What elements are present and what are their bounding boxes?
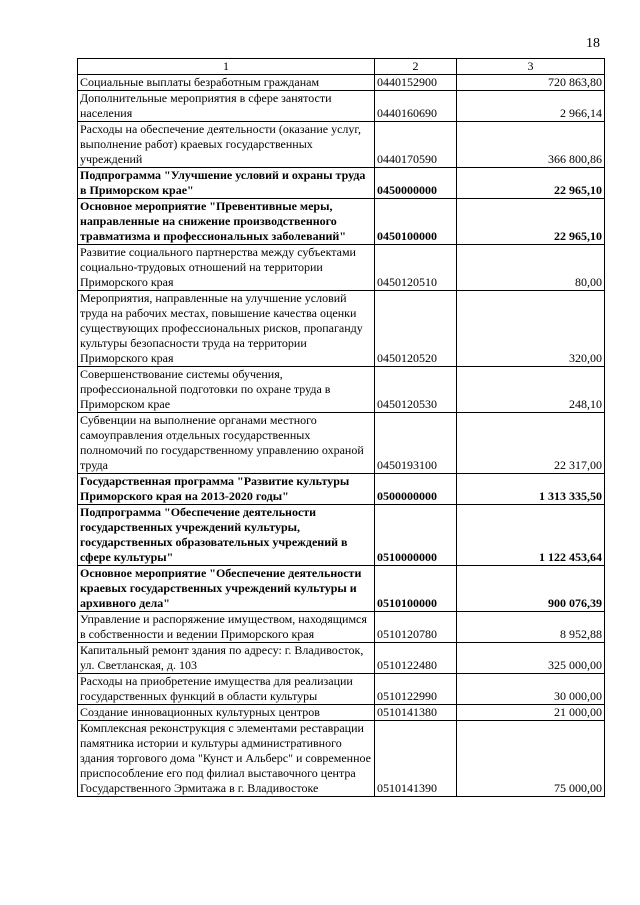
row-amount: 1 313 335,50 (457, 474, 605, 505)
row-name: Мероприятия, направленные на улучшение условий труда на рабочих местах, повышение качества оценки существующих профессиональных рисков, пропаганду культуры безопасности труда на территории Приморского края (78, 291, 375, 367)
row-amount: 720 863,80 (457, 75, 605, 91)
table-row (78, 245, 605, 291)
row-amount: 22 965,10 (457, 199, 605, 245)
row-name: Развитие социального партнерства между субъектами социально-трудовых отношений на территории Приморского края (78, 245, 375, 291)
row-amount: 900 076,39 (457, 566, 605, 612)
row-amount: 30 000,00 (457, 674, 605, 705)
row-name: Основное мероприятие "Превентивные меры, направленные на снижение производственного травматизма и профессиональных заболеваний" (78, 199, 375, 245)
row-code: 0510000000 (375, 505, 457, 566)
row-code: 0450120510 (375, 245, 457, 291)
table-row (78, 643, 605, 674)
row-code: 0510141380 (375, 705, 457, 721)
row-code: 0450120520 (375, 291, 457, 367)
table-row (78, 413, 605, 474)
row-name: Расходы на приобретение имущества для реализации государственных функций в области культуры (78, 674, 375, 705)
row-name: Создание инновационных культурных центров (78, 705, 375, 721)
table-row (78, 367, 605, 413)
row-code: 0510122480 (375, 643, 457, 674)
row-name: Субвенции на выполнение органами местного самоуправления отдельных государственных полномочий по государственному управлению охраной труда (78, 413, 375, 474)
row-code: 0510120780 (375, 612, 457, 643)
row-amount: 22 317,00 (457, 413, 605, 474)
row-amount: 320,00 (457, 291, 605, 367)
table-row (78, 721, 605, 797)
table-row (78, 674, 605, 705)
row-code: 0440170590 (375, 122, 457, 168)
row-name: Управление и распоряжение имуществом, находящимся в собственности и ведении Приморского края (78, 612, 375, 643)
row-name: Государственная программа "Развитие культуры Приморского края на 2013-2020 годы" (78, 474, 375, 505)
table-row (78, 199, 605, 245)
row-code: 0440152900 (375, 75, 457, 91)
row-amount: 21 000,00 (457, 705, 605, 721)
row-amount: 366 800,86 (457, 122, 605, 168)
table-row (78, 505, 605, 566)
row-code: 0500000000 (375, 474, 457, 505)
column-header-1: 1 (78, 59, 375, 75)
row-name: Расходы на обеспечение деятельности (оказание услуг, выполнение работ) краевых государственных учреждений (78, 122, 375, 168)
row-amount: 8 952,88 (457, 612, 605, 643)
column-header-2: 2 (375, 59, 457, 75)
table-row (78, 474, 605, 505)
table-row (78, 705, 605, 721)
budget-table (77, 58, 605, 797)
table-row (78, 168, 605, 199)
row-name: Дополнительные мероприятия в сфере занятости населения (78, 91, 375, 122)
row-amount: 80,00 (457, 245, 605, 291)
table-row (78, 291, 605, 367)
row-code: 0450000000 (375, 168, 457, 199)
row-name: Подпрограмма "Улучшение условий и охраны труда в Приморском крае" (78, 168, 375, 199)
row-amount: 22 965,10 (457, 168, 605, 199)
row-amount: 325 000,00 (457, 643, 605, 674)
row-name: Основное мероприятие "Обеспечение деятельности краевых государственных учреждений культуры и архивного дела" (78, 566, 375, 612)
row-code: 0510141390 (375, 721, 457, 797)
row-code: 0450120530 (375, 367, 457, 413)
table-row (78, 91, 605, 122)
row-name: Капитальный ремонт здания по адресу: г. Владивосток, ул. Светланская, д. 103 (78, 643, 375, 674)
table-row (78, 122, 605, 168)
row-code: 0450193100 (375, 413, 457, 474)
row-amount: 1 122 453,64 (457, 505, 605, 566)
row-code: 0510100000 (375, 566, 457, 612)
table-row (78, 566, 605, 612)
row-name: Социальные выплаты безработным гражданам (78, 75, 375, 91)
row-amount: 248,10 (457, 367, 605, 413)
row-name: Подпрограмма "Обеспечение деятельности государственных учреждений культуры, государственных образовательных учреждений в сфере культуры" (78, 505, 375, 566)
table-row (78, 612, 605, 643)
table-header-row (78, 59, 605, 75)
column-header-3: 3 (457, 59, 605, 75)
row-amount: 75 000,00 (457, 721, 605, 797)
row-name: Совершенствование системы обучения, профессиональной подготовки по охране труда в Приморском крае (78, 367, 375, 413)
page-number: 18 (586, 36, 600, 51)
row-amount: 2 966,14 (457, 91, 605, 122)
row-code: 0510122990 (375, 674, 457, 705)
row-code: 0450100000 (375, 199, 457, 245)
row-code: 0440160690 (375, 91, 457, 122)
table-row (78, 75, 605, 91)
row-name: Комплексная реконструкция с элементами реставрации памятника истории и культуры административного здания торгового дома "Кунст и Альберс" и современное приспособление его под филиал выставочного центра Государственного Эрмитажа в г. Владивостоке (78, 721, 375, 797)
